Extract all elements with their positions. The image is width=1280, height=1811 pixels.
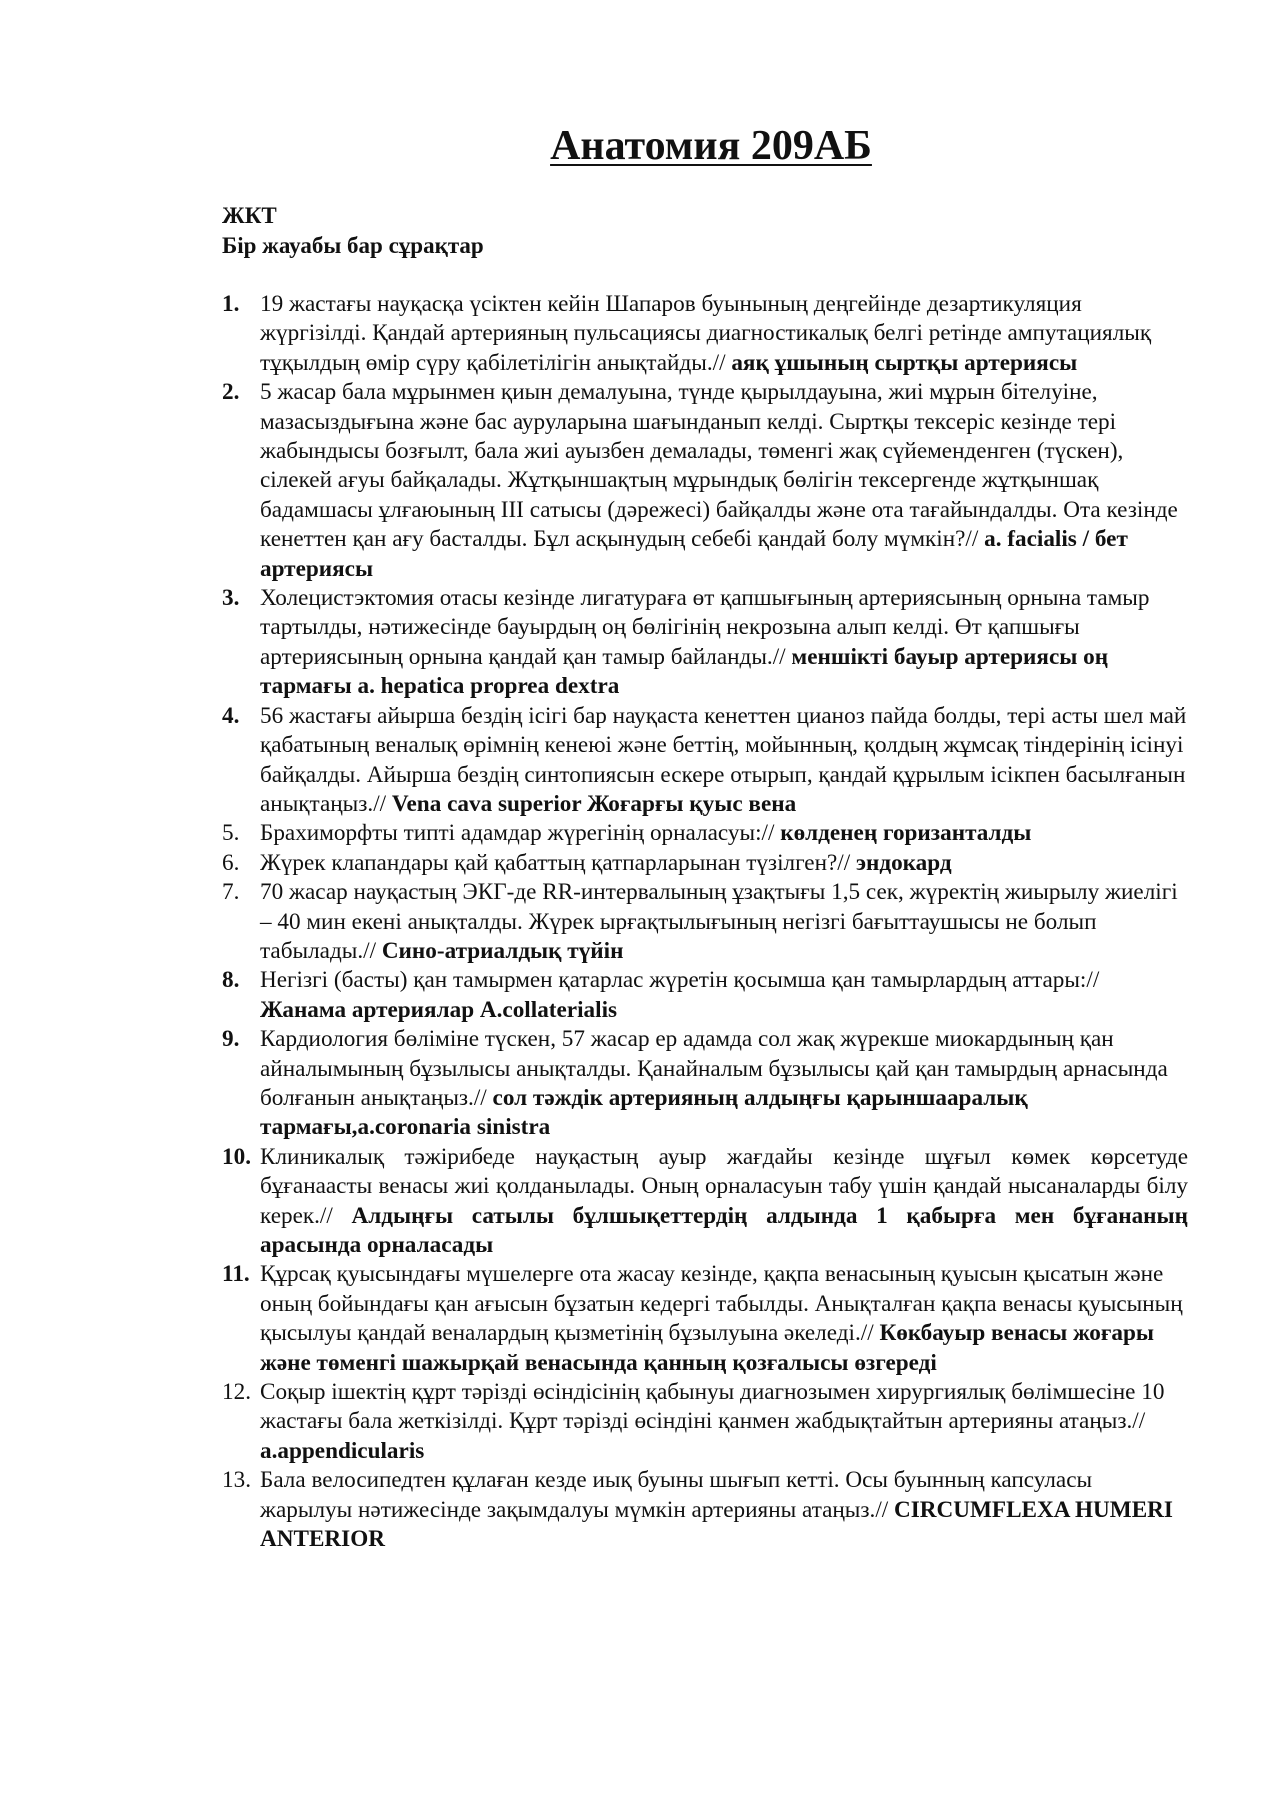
question-number: 10. bbox=[222, 1143, 251, 1170]
question-item bbox=[222, 1378, 1188, 1466]
question-item bbox=[222, 849, 1188, 878]
question-item bbox=[222, 878, 1188, 966]
question-number: 4. bbox=[222, 702, 240, 729]
answer-text: a.appendicularis bbox=[260, 1437, 425, 1464]
question-text: 5 жасар бала мұрынмен қиын демалуына, түнде қырылдауына, жиі мұрын бітелуіне, мазасыздығына және бас ауруларына шағынданып келді. Сыртқы тексеріс кезінде тері жабындысы бозғылт, бала жиі ауызбен демалады, төменгі жақ сүйеменденген (түскен), сілекей ағуы байқалады. Жұтқыншақтың мұрындық бөлігін тексергенде жұтқыншақ бадамшасы ұлғаюының ІІІ сатысы (дәрежесі) байқалды және ота тағайындалды. Ота кезінде кенеттен қан ағу басталды. Бұл асқынудың себебі қандай болу мүмкін?// bbox=[260, 379, 1178, 553]
answer-text: аяқ ұшының сыртқы артериясы bbox=[731, 349, 1078, 376]
page-title: Анатомия 209АБ bbox=[550, 123, 872, 169]
answer-text: меншікті бауыр артериясы оң тармағы a. hepatica proprea dextra bbox=[260, 643, 1109, 700]
question-text: 70 жасар науқастың ЭКГ-де RR-интервалының ұзақтығы 1,5 сек, жүректің жиырылу жиелігі – 40 мин екені анықталды. Жүрек ырғақтылығының негізгі бағыттаушысы не болып табылады.// bbox=[260, 879, 1178, 964]
question-number: 11. bbox=[222, 1261, 250, 1288]
question-text: Клиникалық тәжірибеде науқастың ауыр жағдайы кезінде шұғыл көмек көрсетуде бұғанаасты венасы жиі қолданылады. Оның орналасуын табу үшін қандай нысаналарды білу керек.// bbox=[260, 1143, 1188, 1229]
question-item bbox=[222, 966, 1188, 1025]
question-item bbox=[222, 1025, 1188, 1143]
question-text: Жүрек клапандары қай қабаттың қатпарларынан түзілген?// bbox=[260, 849, 856, 876]
answer-text: CIRCUMFLEXA HUMERI ANTERIOR bbox=[260, 1496, 1173, 1553]
answer-text: сол тәждік артерияның алдыңғы қарыншааралық тармағы,a.coronaria sinistra bbox=[260, 1084, 1028, 1141]
question-text: 56 жастағы айырша бездің ісігі бар науқаста кенеттен цианоз пайда болды, тері асты шел май қабатының веналық өрімнің кенеюі және беттің, мойынның, қолдың жұмсақ тіндерінің ісінуі байқалды. Айырша бездің синтопиясын ескере отырып, қандай құрылым ісікпен басылғанын анықтаңыз.// bbox=[260, 702, 1187, 817]
question-text: Бала велосипедтен құлаған кезде иық буыны шығып кетті. Осы буынның капсуласы жарылуы нәтижесінде зақымдалуы мүмкін артерияны атаңыз.// bbox=[260, 1467, 1093, 1523]
answer-text: Алдыңғы сатылы бұлшықеттердің алдында 1 қабырға мен бұғананың арасында орналасады bbox=[260, 1202, 1188, 1258]
question-number: 5. bbox=[222, 820, 240, 847]
answer-text: көлденең горизанталды bbox=[780, 820, 1032, 847]
question-number: 1. bbox=[222, 291, 240, 317]
question-text: Құрсақ қуысындағы мүшелерге ота жасау кезінде, қақпа венасының қуысын қысатын және оның бойындағы қан ағысын бұзатын кедергі табылды. Анықталған қақпа венасы қуысының қысылуы қандай веналардың қызметінің бұзылуына әкеледі.// bbox=[260, 1261, 1183, 1347]
answer-text: Көкбауыр венасы жоғары және төменгі шажырқай венасында қанның қозғалысы өзгереді bbox=[260, 1320, 1154, 1376]
question-text: Холецистэктомия отасы кезінде лигатураға өт қапшығының артериясының орнына тамыр тартылды, нәтижесінде бауырдың оң бөлігінің некрозына алып келді. Өт қапшығы артериясының орнына қандай қан тамыр байланды.// bbox=[260, 585, 1150, 670]
question-text: 19 жастағы науқасқа үсіктен кейін Шапаров буынының деңгейінде дезартикуляция жүргізілді. Қандай артерияның пульсациясы диагностикалық белгі ретінде ампутациялық тұқылдың өмір сүру қабілетілігін анықтайды.// bbox=[260, 291, 1152, 376]
answer-text: Жанама артериялар A.collaterialis bbox=[260, 996, 618, 1023]
question-number: 2. bbox=[222, 379, 240, 406]
question-number: 3. bbox=[222, 585, 240, 612]
question-item bbox=[222, 584, 1188, 702]
question-item bbox=[222, 819, 1188, 848]
question-text: Негізгі (басты) қан тамырмен қатарлас жүретін қосымша қан тамырлардың аттары:// bbox=[260, 967, 1100, 994]
question-number: 9. bbox=[222, 1026, 240, 1053]
section-heading: ЖКТ bbox=[222, 203, 277, 228]
answer-text: Vena cava superior Жоғарғы қуыс вена bbox=[391, 790, 797, 817]
question-number: 6. bbox=[222, 849, 240, 876]
question-item bbox=[222, 290, 1188, 378]
question-item bbox=[222, 702, 1188, 820]
question-number: 12. bbox=[222, 1379, 251, 1406]
answer-text: a. facialis / бет артериясы bbox=[260, 526, 1128, 582]
question-text: Кардиология бөліміне түскен, 57 жасар ер адамда сол жақ жүрекше миокардының қан айналымының бұзылысы анықталды. Қанайналым бұзылысы қай қан тамырдың арнасында болғанын анықтаңыз.// bbox=[260, 1026, 1168, 1111]
answer-text: эндокард bbox=[855, 849, 952, 876]
question-text: Брахиморфты типті адамдар жүрегінің орналасуы:// bbox=[260, 820, 781, 847]
question-item bbox=[222, 378, 1188, 584]
question-item bbox=[222, 1466, 1188, 1554]
question-list bbox=[222, 290, 1188, 1554]
question-text: Соқыр ішектің құрт тәрізді өсіндісінің қабынуы диагнозымен хирургиялық бөлімшесіне 10 жастағы бала жеткізілді. Құрт тәрізді өсіндіні қанмен жабдықтайтын артерияны атаңыз.// bbox=[260, 1379, 1165, 1435]
subsection-heading: Бір жауабы бар сұрақтар bbox=[222, 233, 484, 258]
answer-text: Сино-атриалдық түйін bbox=[381, 937, 624, 964]
question-item bbox=[222, 1143, 1188, 1261]
question-number: 8. bbox=[222, 967, 240, 994]
question-item bbox=[222, 1260, 1188, 1378]
question-number: 13. bbox=[222, 1467, 251, 1494]
question-number: 7. bbox=[222, 879, 240, 906]
